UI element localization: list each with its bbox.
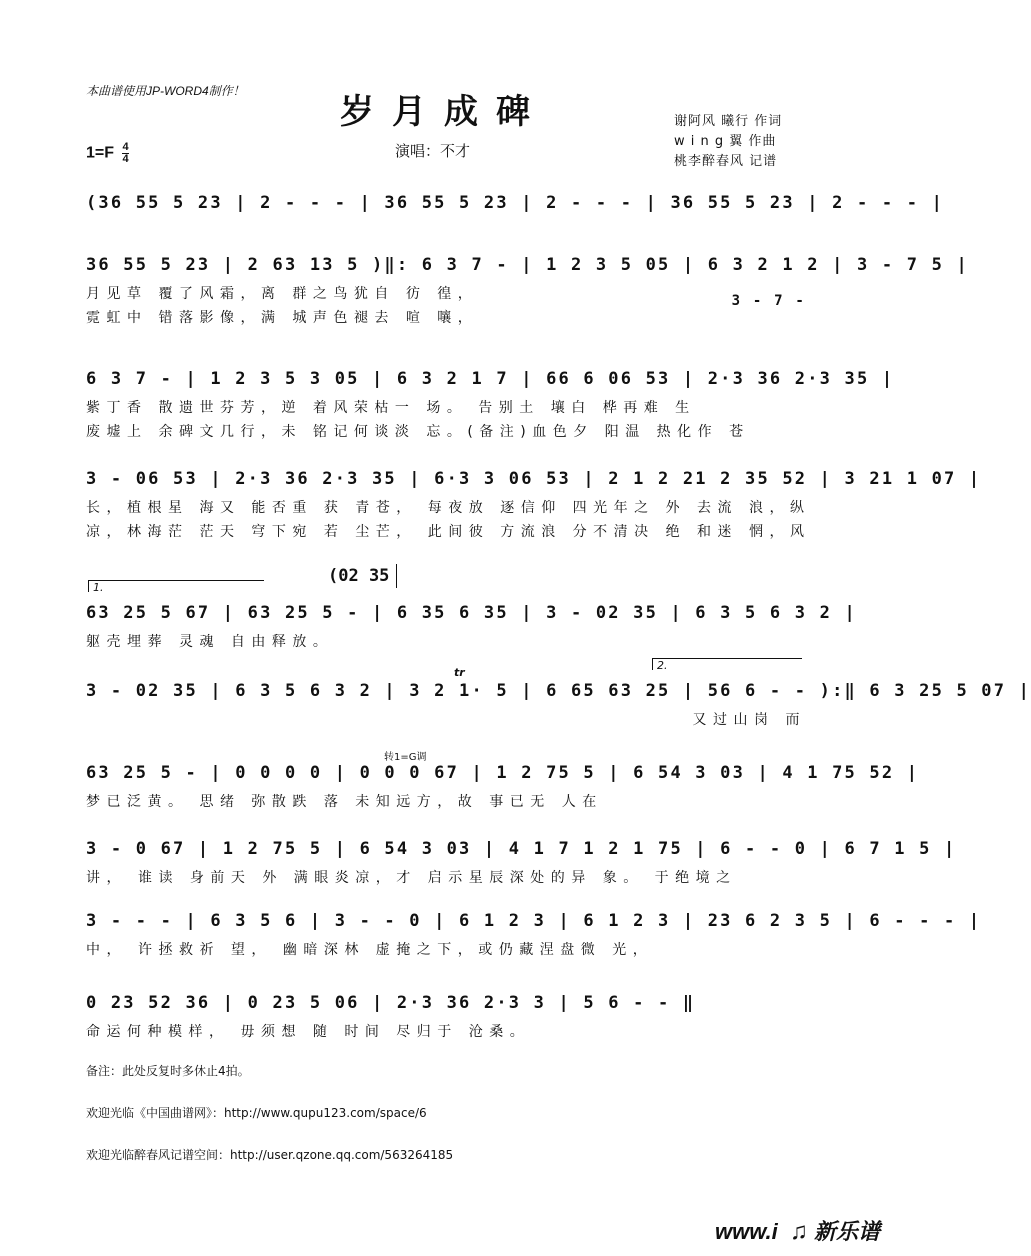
- alt-ending-notes: 3 - 7 -: [731, 293, 806, 309]
- notes-line: (36 55 5 23 | 2 - - - | 36 55 5 23 | 2 - - - | 36 55 5 23 | 2 - - - |: [86, 193, 945, 213]
- key-signature: [86, 142, 129, 165]
- staff-system-3: [86, 366, 895, 450]
- notes-line: 63 25 5 67 | 63 25 5 - | 6 35 6 35 | 3 - 02 35 | 6 3 5 6 3 2 |: [86, 603, 857, 623]
- staff-system-9: [86, 908, 982, 992]
- notes-line: 3 - - - | 6 3 5 6 | 3 - - 0 | 6 1 2 3 | 6 1 2 3 | 23 6 2 3 5 | 6 - - - |: [86, 911, 982, 931]
- song-title: 岁月成碑: [340, 92, 548, 132]
- lyric-verse-1: 讲， 谁读 身前天 外 满眼炎凉，才 启示星辰深处的异 象。 于绝境之: [86, 870, 737, 886]
- staff-system-6: [86, 678, 1031, 762]
- volta-second-ending: 2.: [652, 658, 802, 670]
- lyric-verse-1: 月见草 覆了风霜，离 群之鸟犹自 彷 徨，: [86, 286, 479, 302]
- staff-system-4: [86, 466, 982, 550]
- credit-music: w i n g 翼 作曲: [674, 134, 777, 149]
- trill-mark: tr: [454, 666, 465, 679]
- welcome-link-2[interactable]: 欢迎光临醉春风记谱空间：http://user.qzone.qq.com/563264185: [86, 1148, 454, 1162]
- lyric-verse-1: 躯壳埋葬 灵魂 自由释放。: [86, 634, 334, 650]
- music-note-icon: ♫: [789, 1218, 808, 1245]
- time-bottom: 4: [122, 153, 129, 165]
- watermark-url: www.i: [714, 1219, 778, 1244]
- lyric-verse-1: 紫丁香 散遗世芬芳，逆 着风荣枯一 场。 告别土 壤白 桦再难 生: [86, 400, 696, 416]
- lyric-verse-1: 中， 许拯救祈 望， 幽暗深林 虚掩之下，或仍藏涅盘微 光，: [86, 942, 654, 958]
- notes-line: 3 - 02 35 | 6 3 5 6 3 2 | 3 2 1· 5 | 6 65 63 25 | 56 6 - - ):‖ 6 3 25 5 07 |: [86, 681, 1031, 701]
- lyric-verse-2: 废墟上 余碑文几行，未 铭记何谈淡 忘。(备注)血色夕 阳温 热化作 苍: [86, 424, 750, 440]
- key-label: 1=F: [86, 144, 115, 162]
- staff-system-2: [86, 252, 969, 336]
- lyric-verse-1: 又过山岗 而: [692, 712, 806, 728]
- lyric-verse-1: 梦已泛黄。 思绪 弥散跌 落 未知远方，故 事已无 人在: [86, 794, 603, 810]
- notes-line: 36 55 5 23 | 2 63 13 5 )‖: 6 3 7 - | 1 2 3 5 05 | 6 3 2 1 2 | 3 - 7 5 |: [86, 255, 969, 275]
- key-change-note: 转1=G调: [384, 752, 427, 763]
- credit-lyrics: 谢阿风 曦行 作词: [674, 114, 783, 129]
- lyric-verse-2: 霓虹中 错落影像，满 城声色褪去 喧 嚷，: [86, 310, 479, 326]
- time-signature: [122, 142, 128, 165]
- staff-system-7: [86, 760, 920, 844]
- singer-label: 演唱：不才: [395, 142, 471, 160]
- notes-line: 0 23 52 36 | 0 23 5 06 | 2·3 36 2·3 3 | 5 6 - - ‖: [86, 993, 696, 1013]
- notes-line: 6 3 7 - | 1 2 3 5 3 05 | 6 3 2 1 7 | 66 6 06 53 | 2·3 36 2·3 35 |: [86, 369, 895, 389]
- remark-note: 备注：此处反复时多休止4拍。: [86, 1064, 250, 1078]
- pickup-notes: (02 35: [328, 566, 390, 586]
- staff-system-5: [86, 600, 857, 684]
- volta-first-ending: 1.: [88, 580, 264, 592]
- welcome-link-1[interactable]: 欢迎光临《中国曲谱网》：http://www.qupu123.com/space/6: [86, 1106, 427, 1120]
- pickup-barline: [396, 564, 397, 588]
- lyric-verse-1: 命运何种模样， 毋须想 随 时间 尽归于 沧桑。: [86, 1024, 531, 1040]
- watermark-logo: 新乐谱: [813, 1219, 880, 1244]
- time-top: 4: [122, 141, 129, 153]
- credit-transcriber: 桃李醉春风 记谱: [674, 154, 778, 169]
- notes-line: 3 - 0 67 | 1 2 75 5 | 6 54 3 03 | 4 1 7 1 2 1 75 | 6 - - 0 | 6 7 1 5 |: [86, 839, 957, 859]
- lyric-verse-1: 长，植根星 海又 能否重 获 青苍， 每夜放 逐信仰 四光年之 外 去流 浪，纵: [86, 500, 811, 516]
- notes-line: 3 - 06 53 | 2·3 36 2·3 35 | 6·3 3 06 53 | 2 1 2 21 2 35 52 | 3 21 1 07 |: [86, 469, 982, 489]
- site-watermark: [715, 1215, 880, 1246]
- credits-block: [674, 112, 782, 172]
- lyric-verse-2: 凉，林海茫 茫天 穹下宛 若 尘芒， 此间彼 方流浪 分不清决 绝 和迷 惘，风: [86, 524, 811, 540]
- tool-note: 本曲谱使用JP-WORD4制作！: [86, 84, 245, 98]
- notes-line: 63 25 5 - | 0 0 0 0 | 0 0 0 67 | 1 2 75 5 | 6 54 3 03 | 4 1 75 52 |: [86, 763, 920, 783]
